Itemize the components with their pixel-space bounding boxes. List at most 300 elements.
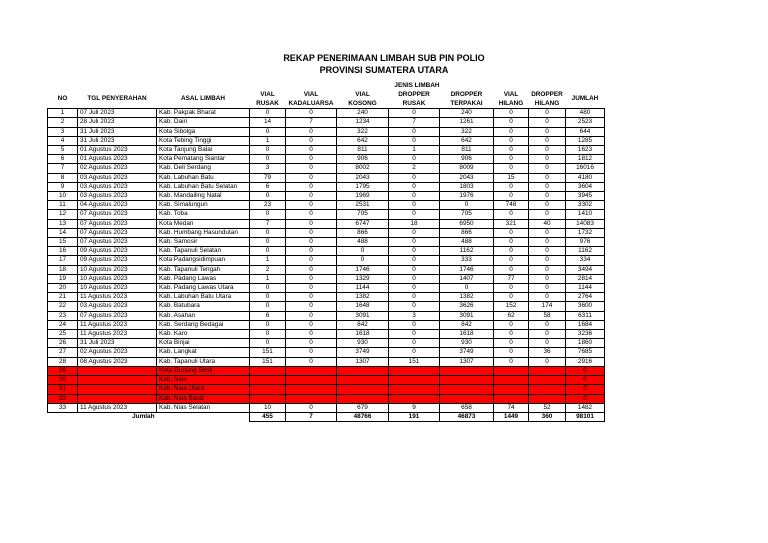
header-vial-kosong-2: KOSONG: [348, 99, 377, 107]
cell-vial-kosong: 1234: [337, 118, 389, 127]
cell-jumlah: 1482: [566, 403, 605, 412]
cell-vial-kosong: 8002: [337, 164, 389, 173]
cell-vial-kadaluarsa: 0: [286, 357, 337, 366]
cell-no: 11: [48, 201, 78, 210]
cell-jumlah: 1410: [566, 210, 605, 219]
table-row: [48, 146, 605, 155]
cell-vial-kadaluarsa: 0: [286, 302, 337, 311]
cell-dropper-hilang: 174: [529, 302, 566, 311]
cell-dropper-rusak: [389, 366, 440, 375]
cell-dropper-rusak: [389, 376, 440, 385]
cell-vial-kosong: 1307: [337, 357, 389, 366]
table-row: [48, 228, 605, 237]
cell-vial-kadaluarsa: [286, 366, 337, 375]
header-dropper-hilang-2: HILANG: [534, 99, 560, 107]
table-row: [48, 247, 605, 256]
cell-tgl-penyerahan: 10 Agustus 2023: [78, 274, 157, 283]
cell-dropper-rusak: 0: [389, 201, 440, 210]
cell-jumlah: 16016: [566, 164, 605, 173]
cell-tgl-penyerahan: [78, 385, 157, 394]
cell-vial-hilang: 0: [494, 339, 529, 348]
cell-vial-hilang: 74: [494, 403, 529, 412]
cell-no: 12: [48, 210, 78, 219]
table-row: [48, 311, 605, 320]
cell-vial-rusak: 1: [250, 136, 286, 145]
cell-jumlah: 0: [566, 366, 605, 375]
table-row: [48, 109, 605, 118]
cell-vial-kosong: 642: [337, 136, 389, 145]
cell-dropper-terpakai: 1746: [440, 265, 494, 274]
total-jumlah: 98101: [566, 412, 605, 421]
cell-dropper-hilang: 0: [529, 192, 566, 201]
cell-dropper-terpakai: 906: [440, 155, 494, 164]
cell-vial-kadaluarsa: 0: [286, 146, 337, 155]
cell-dropper-hilang: 0: [529, 164, 566, 173]
cell-vial-hilang: 0: [494, 136, 529, 145]
cell-jumlah: 334: [566, 256, 605, 265]
cell-vial-rusak: 0: [250, 238, 286, 247]
cell-jumlah: 1285: [566, 136, 605, 145]
cell-dropper-terpakai: [440, 394, 494, 403]
cell-vial-hilang: 0: [494, 109, 529, 118]
cell-tgl-penyerahan: 11 Agustus 2023: [78, 293, 157, 302]
cell-vial-kosong: 240: [337, 109, 389, 118]
cell-vial-rusak: 3: [250, 164, 286, 173]
cell-jumlah: 1860: [566, 339, 605, 348]
cell-vial-kosong: 0: [337, 247, 389, 256]
cell-asal-limbah: Kab. Toba: [157, 210, 250, 219]
table-row: [48, 127, 605, 136]
header-tgl-penyerahan: TGL PENYERAHAN: [87, 95, 147, 103]
table-row: [48, 339, 605, 348]
cell-dropper-rusak: 0: [389, 256, 440, 265]
cell-no: 6: [48, 155, 78, 164]
cell-dropper-terpakai: 1162: [440, 247, 494, 256]
cell-jumlah: 3600: [566, 302, 605, 311]
cell-no: 2: [48, 118, 78, 127]
cell-vial-kadaluarsa: [286, 385, 337, 394]
cell-jumlah: 2523: [566, 118, 605, 127]
cell-dropper-terpakai: 866: [440, 228, 494, 237]
cell-no: 16: [48, 247, 78, 256]
table-row: [48, 293, 605, 302]
cell-jumlah: 3236: [566, 330, 605, 339]
cell-jumlah: 1623: [566, 146, 605, 155]
cell-vial-kadaluarsa: 0: [286, 155, 337, 164]
cell-vial-hilang: 15: [494, 173, 529, 182]
cell-vial-hilang: [494, 394, 529, 403]
cell-dropper-rusak: 0: [389, 284, 440, 293]
cell-dropper-rusak: 0: [389, 330, 440, 339]
cell-vial-kadaluarsa: 0: [286, 311, 337, 320]
cell-asal-limbah: Kab. Deli Serdang: [157, 164, 250, 173]
header-vial-kadaluarsa-1: VIAL: [303, 90, 319, 98]
cell-no: 25: [48, 330, 78, 339]
cell-dropper-hilang: [529, 394, 566, 403]
cell-dropper-hilang: 40: [529, 219, 566, 228]
cell-tgl-penyerahan: 01 Agustus 2023: [78, 146, 157, 155]
cell-vial-kosong: 930: [337, 339, 389, 348]
cell-dropper-rusak: 2: [389, 164, 440, 173]
header-vial-hilang-1: VIAL: [503, 90, 519, 98]
cell-no: 29: [48, 366, 78, 375]
cell-dropper-rusak: 1: [389, 146, 440, 155]
cell-vial-hilang: 0: [494, 320, 529, 329]
table-row: [48, 256, 605, 265]
cell-vial-hilang: [494, 366, 529, 375]
cell-tgl-penyerahan: 07 Agustus 2023: [78, 311, 157, 320]
cell-vial-kosong: 1746: [337, 265, 389, 274]
cell-dropper-rusak: 0: [389, 348, 440, 357]
cell-dropper-rusak: 0: [389, 265, 440, 274]
cell-jumlah: 3945: [566, 192, 605, 201]
cell-dropper-hilang: [529, 366, 566, 375]
total-dropper-terpakai: 46873: [440, 412, 494, 421]
table-row: [48, 136, 605, 145]
cell-dropper-hilang: 0: [529, 247, 566, 256]
cell-vial-kadaluarsa: 0: [286, 192, 337, 201]
header-no: NO: [57, 95, 68, 103]
cell-no: 26: [48, 339, 78, 348]
header-asal-limbah: ASAL LIMBAH: [181, 95, 225, 103]
cell-tgl-penyerahan: 07 Juli 2023: [78, 109, 157, 118]
cell-tgl-penyerahan: 10 Agustus 2023: [78, 284, 157, 293]
cell-dropper-terpakai: 240: [440, 109, 494, 118]
cell-no: 17: [48, 256, 78, 265]
cell-dropper-terpakai: 3091: [440, 311, 494, 320]
cell-jumlah: 3302: [566, 201, 605, 210]
cell-vial-rusak: 2: [250, 265, 286, 274]
cell-dropper-hilang: 0: [529, 210, 566, 219]
cell-tgl-penyerahan: 10 Agustus 2023: [78, 265, 157, 274]
total-dropper-hilang: 360: [529, 412, 566, 421]
cell-dropper-terpakai: 488: [440, 238, 494, 247]
total-dropper-rusak: 191: [389, 412, 440, 421]
cell-dropper-rusak: [389, 385, 440, 394]
cell-dropper-rusak: 0: [389, 127, 440, 136]
cell-tgl-penyerahan: 11 Agustus 2023: [78, 320, 157, 329]
cell-asal-limbah: Kab. Nias Barat: [157, 394, 250, 403]
cell-dropper-terpakai: 0: [440, 284, 494, 293]
cell-asal-limbah: Kab. Labuhan Batu Utara: [157, 293, 250, 302]
cell-vial-kosong: [337, 394, 389, 403]
total-vial-hilang: 1449: [494, 412, 529, 421]
cell-dropper-rusak: 0: [389, 136, 440, 145]
cell-asal-limbah: Kab. Humbang Hasundutan: [157, 228, 250, 237]
cell-vial-kadaluarsa: 0: [286, 320, 337, 329]
cell-vial-kadaluarsa: 7: [286, 118, 337, 127]
cell-jumlah: 1144: [566, 284, 605, 293]
cell-vial-kadaluarsa: [286, 376, 337, 385]
cell-dropper-hilang: 0: [529, 201, 566, 210]
cell-dropper-hilang: 0: [529, 127, 566, 136]
cell-no: 28: [48, 357, 78, 366]
cell-dropper-terpakai: [440, 366, 494, 375]
cell-vial-rusak: 0: [250, 339, 286, 348]
cell-vial-rusak: 0: [250, 228, 286, 237]
cell-no: 33: [48, 403, 78, 412]
table-row: [48, 320, 605, 329]
cell-dropper-hilang: 0: [529, 182, 566, 191]
cell-vial-rusak: [250, 376, 286, 385]
cell-dropper-rusak: 0: [389, 302, 440, 311]
cell-vial-kosong: 1329: [337, 274, 389, 283]
cell-vial-kosong: [337, 385, 389, 394]
cell-no: 8: [48, 173, 78, 182]
cell-vial-rusak: 23: [250, 201, 286, 210]
cell-vial-kadaluarsa: 0: [286, 330, 337, 339]
cell-dropper-rusak: 0: [389, 238, 440, 247]
cell-dropper-rusak: 0: [389, 339, 440, 348]
cell-asal-limbah: Kab. Tapanuli Utara: [157, 357, 250, 366]
cell-vial-hilang: 0: [494, 228, 529, 237]
cell-vial-kadaluarsa: 0: [286, 182, 337, 191]
table-row: [48, 238, 605, 247]
cell-vial-kosong: 866: [337, 228, 389, 237]
cell-tgl-penyerahan: 02 Agustus 2023: [78, 164, 157, 173]
header-dropper-hilang-1: DROPPER: [531, 90, 563, 98]
cell-tgl-penyerahan: 09 Agustus 2023: [78, 256, 157, 265]
cell-no: 15: [48, 238, 78, 247]
title-line-1: REKAP PENERIMAAN LIMBAH SUB PIN POLIO: [283, 53, 485, 63]
cell-vial-hilang: 62: [494, 311, 529, 320]
cell-no: 21: [48, 293, 78, 302]
cell-dropper-terpakai: 705: [440, 210, 494, 219]
cell-asal-limbah: Kota Medan: [157, 219, 250, 228]
cell-vial-kadaluarsa: 0: [286, 339, 337, 348]
cell-tgl-penyerahan: [78, 376, 157, 385]
cell-jumlah: 480: [566, 109, 605, 118]
cell-dropper-rusak: 0: [389, 155, 440, 164]
cell-jumlah: 976: [566, 238, 605, 247]
cell-vial-kadaluarsa: 0: [286, 348, 337, 357]
table-row: [48, 155, 605, 164]
cell-no: 27: [48, 348, 78, 357]
cell-vial-rusak: 0: [250, 302, 286, 311]
cell-dropper-rusak: 0: [389, 182, 440, 191]
table-row: [48, 118, 605, 127]
cell-dropper-terpakai: 1407: [440, 274, 494, 283]
cell-jumlah: 0: [566, 385, 605, 394]
header-vial-rusak-1: VIAL: [260, 90, 275, 98]
cell-tgl-penyerahan: 31 Juli 2023: [78, 127, 157, 136]
cell-dropper-hilang: 0: [529, 136, 566, 145]
cell-vial-kadaluarsa: 0: [286, 136, 337, 145]
cell-asal-limbah: Kab. Nias: [157, 376, 250, 385]
cell-no: 14: [48, 228, 78, 237]
cell-asal-limbah: Kab. Nias Utara: [157, 385, 250, 394]
cell-dropper-hilang: 0: [529, 339, 566, 348]
cell-dropper-terpakai: 333: [440, 256, 494, 265]
cell-asal-limbah: Kab. Padang Lawas Utara: [157, 284, 250, 293]
cell-no: 32: [48, 394, 78, 403]
table-row: [48, 219, 605, 228]
cell-vial-hilang: 0: [494, 284, 529, 293]
cell-dropper-terpakai: 642: [440, 136, 494, 145]
cell-tgl-penyerahan: 04 Agustus 2023: [78, 201, 157, 210]
cell-jumlah: 1162: [566, 247, 605, 256]
cell-vial-hilang: 0: [494, 210, 529, 219]
cell-tgl-penyerahan: 03 Agustus 2023: [78, 192, 157, 201]
cell-no: 22: [48, 302, 78, 311]
table-row: [48, 366, 605, 375]
cell-jumlah: 6311: [566, 311, 605, 320]
cell-asal-limbah: Kab. Batubara: [157, 302, 250, 311]
cell-vial-hilang: 0: [494, 118, 529, 127]
cell-dropper-terpakai: 1382: [440, 293, 494, 302]
cell-asal-limbah: Kab. Tapanuli Selatan: [157, 247, 250, 256]
cell-asal-limbah: Kota Gunung Sitoli: [157, 366, 250, 375]
cell-dropper-terpakai: 3626: [440, 302, 494, 311]
cell-vial-kosong: 6747: [337, 219, 389, 228]
cell-dropper-rusak: 0: [389, 274, 440, 283]
cell-asal-limbah: Kab. Padang Lawas: [157, 274, 250, 283]
cell-dropper-hilang: 0: [529, 284, 566, 293]
rekap-table: [47, 82, 605, 422]
cell-dropper-rusak: 9: [389, 403, 440, 412]
cell-asal-limbah: Kab. Asahan: [157, 311, 250, 320]
cell-dropper-terpakai: 1618: [440, 330, 494, 339]
cell-vial-kadaluarsa: 0: [286, 256, 337, 265]
cell-vial-kadaluarsa: 0: [286, 173, 337, 182]
cell-dropper-hilang: 0: [529, 238, 566, 247]
cell-dropper-hilang: [529, 385, 566, 394]
cell-asal-limbah: Kab. Pakpak Bharat: [157, 109, 250, 118]
cell-vial-rusak: 0: [250, 330, 286, 339]
cell-dropper-rusak: 7: [389, 118, 440, 127]
header-jumlah: JUMLAH: [571, 95, 599, 103]
cell-dropper-terpakai: 322: [440, 127, 494, 136]
cell-vial-rusak: 0: [250, 320, 286, 329]
cell-vial-rusak: [250, 394, 286, 403]
cell-jumlah: 0: [566, 376, 605, 385]
cell-asal-limbah: Kota Sibolga: [157, 127, 250, 136]
cell-vial-hilang: 152: [494, 302, 529, 311]
cell-vial-rusak: 14: [250, 118, 286, 127]
cell-tgl-penyerahan: 11 Agustus 2023: [78, 330, 157, 339]
table-row: [48, 192, 605, 201]
cell-tgl-penyerahan: 28 Juli 2023: [78, 118, 157, 127]
cell-dropper-terpakai: 0: [440, 201, 494, 210]
cell-dropper-hilang: 0: [529, 274, 566, 283]
cell-tgl-penyerahan: 08 Agustus 2023: [78, 357, 157, 366]
cell-jumlah: 3604: [566, 182, 605, 191]
cell-vial-kosong: 322: [337, 127, 389, 136]
cell-dropper-terpakai: 1307: [440, 357, 494, 366]
cell-asal-limbah: Kab. Serdang Bedagai: [157, 320, 250, 329]
cell-jumlah: 1812: [566, 155, 605, 164]
header-jenis-limbah: JENIS LIMBAH: [394, 82, 440, 89]
cell-dropper-rusak: 0: [389, 210, 440, 219]
cell-no: 20: [48, 284, 78, 293]
title-line-2: PROVINSI SUMATERA UTARA: [319, 65, 449, 75]
cell-vial-rusak: 151: [250, 348, 286, 357]
cell-vial-rusak: 1: [250, 256, 286, 265]
cell-vial-hilang: 0: [494, 348, 529, 357]
total-row: [48, 412, 605, 421]
cell-vial-hilang: [494, 385, 529, 394]
header-vial-hilang-2: HILANG: [498, 99, 524, 107]
table-row: [48, 376, 605, 385]
cell-vial-kosong: 679: [337, 403, 389, 412]
cell-vial-kadaluarsa: 0: [286, 210, 337, 219]
cell-dropper-hilang: [529, 376, 566, 385]
cell-vial-kadaluarsa: 0: [286, 265, 337, 274]
cell-asal-limbah: Kab. Tapanuli Tengah: [157, 265, 250, 274]
cell-vial-kosong: 0: [337, 256, 389, 265]
cell-asal-limbah: Kab. Mandailing Natal: [157, 192, 250, 201]
cell-tgl-penyerahan: 03 Agustus 2023: [78, 302, 157, 311]
cell-dropper-rusak: 151: [389, 357, 440, 366]
cell-tgl-penyerahan: 07 Agustus 2023: [78, 228, 157, 237]
cell-vial-rusak: 10: [250, 403, 286, 412]
cell-asal-limbah: Kab. Labuhan Batu Selatan: [157, 182, 250, 191]
cell-vial-kosong: 1648: [337, 302, 389, 311]
table-row: [48, 210, 605, 219]
header-vial-kadaluarsa-2: KADALUARSA: [288, 99, 334, 107]
cell-jumlah: 1732: [566, 228, 605, 237]
cell-jumlah: 2916: [566, 357, 605, 366]
cell-tgl-penyerahan: 09 Agustus 2023: [78, 247, 157, 256]
cell-vial-rusak: 0: [250, 109, 286, 118]
cell-asal-limbah: Kab. Karo: [157, 330, 250, 339]
cell-dropper-hilang: 0: [529, 173, 566, 182]
cell-vial-rusak: 79: [250, 173, 286, 182]
cell-no: 13: [48, 219, 78, 228]
cell-dropper-rusak: 0: [389, 173, 440, 182]
cell-tgl-penyerahan: 03 Agustus 2023: [78, 182, 157, 191]
cell-tgl-penyerahan: 31 Juli 2023: [78, 339, 157, 348]
cell-vial-rusak: 0: [250, 192, 286, 201]
cell-no: 3: [48, 127, 78, 136]
cell-dropper-terpakai: 3749: [440, 348, 494, 357]
table-row: [48, 330, 605, 339]
cell-dropper-hilang: 0: [529, 155, 566, 164]
cell-dropper-terpakai: 930: [440, 339, 494, 348]
cell-vial-hilang: 0: [494, 238, 529, 247]
cell-vial-rusak: 1: [250, 274, 286, 283]
cell-tgl-penyerahan: [78, 394, 157, 403]
cell-vial-hilang: 77: [494, 274, 529, 283]
table-row: [48, 348, 605, 357]
cell-dropper-terpakai: [440, 376, 494, 385]
cell-vial-hilang: 0: [494, 330, 529, 339]
cell-dropper-hilang: 0: [529, 256, 566, 265]
table-row: [48, 182, 605, 191]
table-row: [48, 265, 605, 274]
cell-dropper-hilang: 36: [529, 348, 566, 357]
total-label: Jumlah: [132, 413, 155, 421]
table-body: [48, 109, 605, 413]
cell-jumlah: 4180: [566, 173, 605, 182]
cell-vial-rusak: 6: [250, 182, 286, 191]
header-dropper-terpakai-1: DROPPER: [450, 90, 483, 98]
header-dropper-rusak-1: DROPPER: [398, 90, 430, 98]
cell-dropper-rusak: 0: [389, 109, 440, 118]
cell-vial-hilang: 748: [494, 201, 529, 210]
cell-vial-hilang: [494, 376, 529, 385]
cell-no: 10: [48, 192, 78, 201]
cell-dropper-hilang: 0: [529, 330, 566, 339]
cell-vial-kadaluarsa: 0: [286, 274, 337, 283]
cell-jumlah: 2814: [566, 274, 605, 283]
cell-dropper-terpakai: 1976: [440, 192, 494, 201]
cell-asal-limbah: Kota Pematang Siantar: [157, 155, 250, 164]
cell-tgl-penyerahan: [78, 366, 157, 375]
cell-vial-rusak: 6: [250, 311, 286, 320]
cell-vial-rusak: 0: [250, 127, 286, 136]
cell-vial-rusak: 0: [250, 284, 286, 293]
